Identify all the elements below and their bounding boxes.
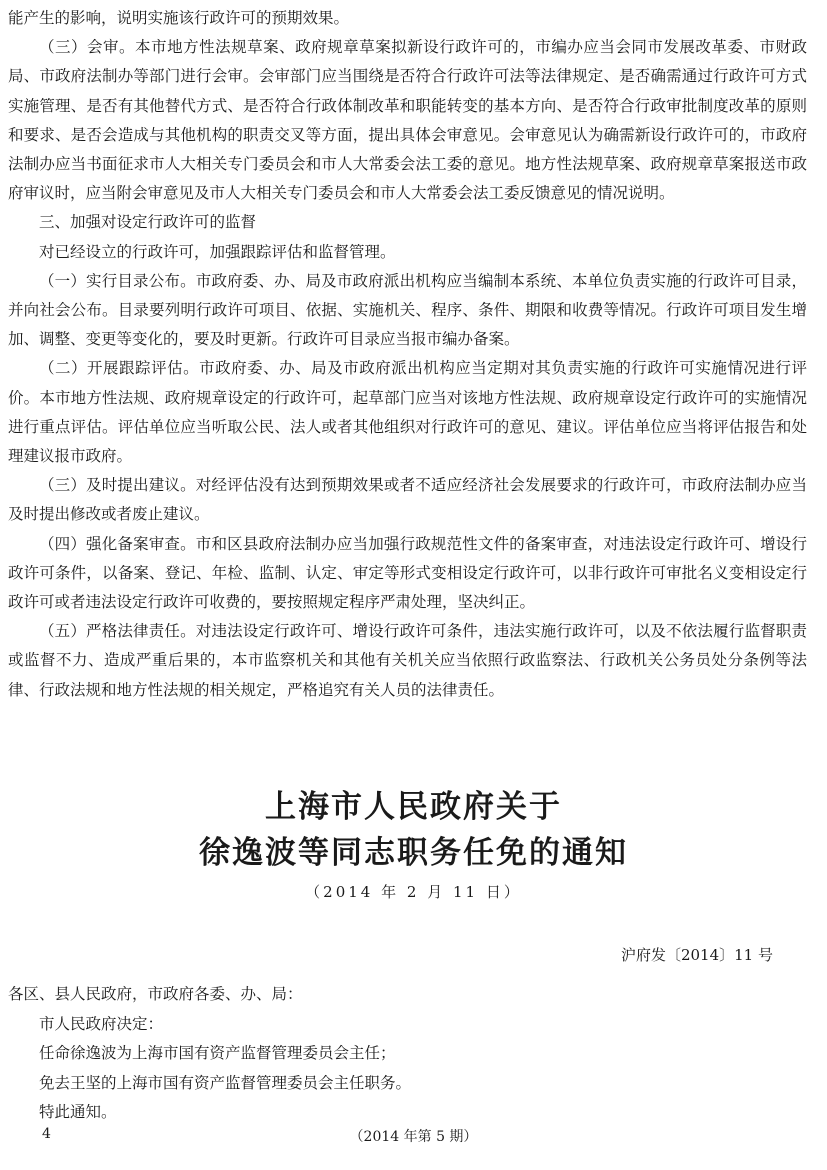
paragraph-catalog: （一）实行目录公布。市政府委、办、局及市政府派出机构应当编制本系统、本单位负责实施的行政许可目录，并向社会公布。目录要列明行政许可项目、依据、实施机关、程序、条件、期限和收费等情况。行政许可项目发生增加、调整、变更等变化的，要及时更新。行政许可目录应当报市编办备案。	[8, 271, 807, 349]
paragraph: 对已经设立的行政许可，加强跟踪评估和监督管理。	[39, 242, 396, 261]
paragraph-suggestions: （三）及时提出建议。对经评估没有达到预期效果或者不适应经济社会发展要求的行政许可，市政府法制办应当及时提出修改或者废止建议。	[8, 476, 807, 524]
page-number: 4	[42, 1126, 51, 1142]
notice-line: 市人民政府决定：	[39, 1014, 164, 1033]
paragraph: 能产生的影响，说明实施该行政许可的预期效果。	[8, 9, 350, 27]
notice-line: 任命徐逸波为上海市国有资产监督管理委员会主任；	[39, 1044, 396, 1062]
paragraph-filing-review: （四）强化备案审查。市和区县政府法制办应当加强行政规范性文件的备案审查，对违法设定行政许可、增设行政许可条件，以备案、登记、年检、监制、认定、审定等形式变相设定行政许可，以非行政许可审批名义变相设定行政许可或者违法设定行政许可收费的，要按照规定程序严肃处理，坚决纠正。	[8, 534, 807, 612]
paragraph-legal-liability: （五）严格法律责任。对违法设定行政许可、增设行政许可条件，违法实施行政许可，以及不依法履行监督职责或监督不力、造成严重后果的，本市监察机关和其他有关机关应当依照行政监察法、行政机关公务员处分条例等法律、行政法规和地方性法规的相关规定，严格追究有关人员的法律责任。	[8, 622, 807, 699]
notice-line: 免去王坚的上海市国有资产监督管理委员会主任职务。	[39, 1073, 412, 1092]
notice-line: 特此通知。	[39, 1103, 117, 1121]
notice-date: （2014 年 2 月 11 日）	[305, 883, 522, 901]
article-body	[0, 4, 827, 705]
paragraph-evaluation: （二）开展跟踪评估。市政府委、办、局及市政府派出机构应当定期对其负责实施的行政许可实施情况进行评价。本市地方性法规、政府规章设定的行政许可，起草部门应当对该地方性法规、政府规章设定行政许可的实施情况进行重点评估。评估单位应当听取公民、法人或者其他组织对行政许可的意见、建议。评估单位应当将评估报告和处理建议报市政府。	[8, 359, 807, 466]
paragraph-joint-review: （三）会审。本市地方性法规草案、政府规章草案拟新设行政许可的，市编办应当会同市发展改革委、市财政局、市政府法制办等部门进行会审。会审部门应当围绕是否符合行政许可法等法律规定、是否确需通过行政许可方式实施管理、是否有其他替代方式、是否符合行政体制改革和职能转变的基本方向、是否符合行政审批制度改革的原则和要求、是否会造成与其他机构的职责交叉等方面，提出具体会审意见。会审意见认为确需新设行政许可的，市政府法制办应当书面征求市人大相关专门委员会和市人大常委会法工委的意见。地方性法规草案、政府规章草案报送市政府审议时，应当附会审意见及市人大相关专门委员会和市人大常委会法工委反馈意见的情况说明。	[8, 38, 807, 203]
notice-title-block	[0, 784, 827, 904]
document-number: 沪府发〔2014〕11 号	[620, 946, 773, 964]
addressee: 各区、县人民政府，市政府各委、办、局：	[8, 985, 303, 1003]
notice-body	[0, 980, 827, 1128]
section-heading: 三、加强对设定行政许可的监督	[39, 213, 257, 232]
issue-label: （2014 年第 5 期）	[349, 1129, 478, 1145]
notice-title-line2: 徐逸波等同志职务任免的通知	[199, 835, 628, 871]
notice-title-line1: 上海市人民政府关于	[265, 789, 562, 825]
